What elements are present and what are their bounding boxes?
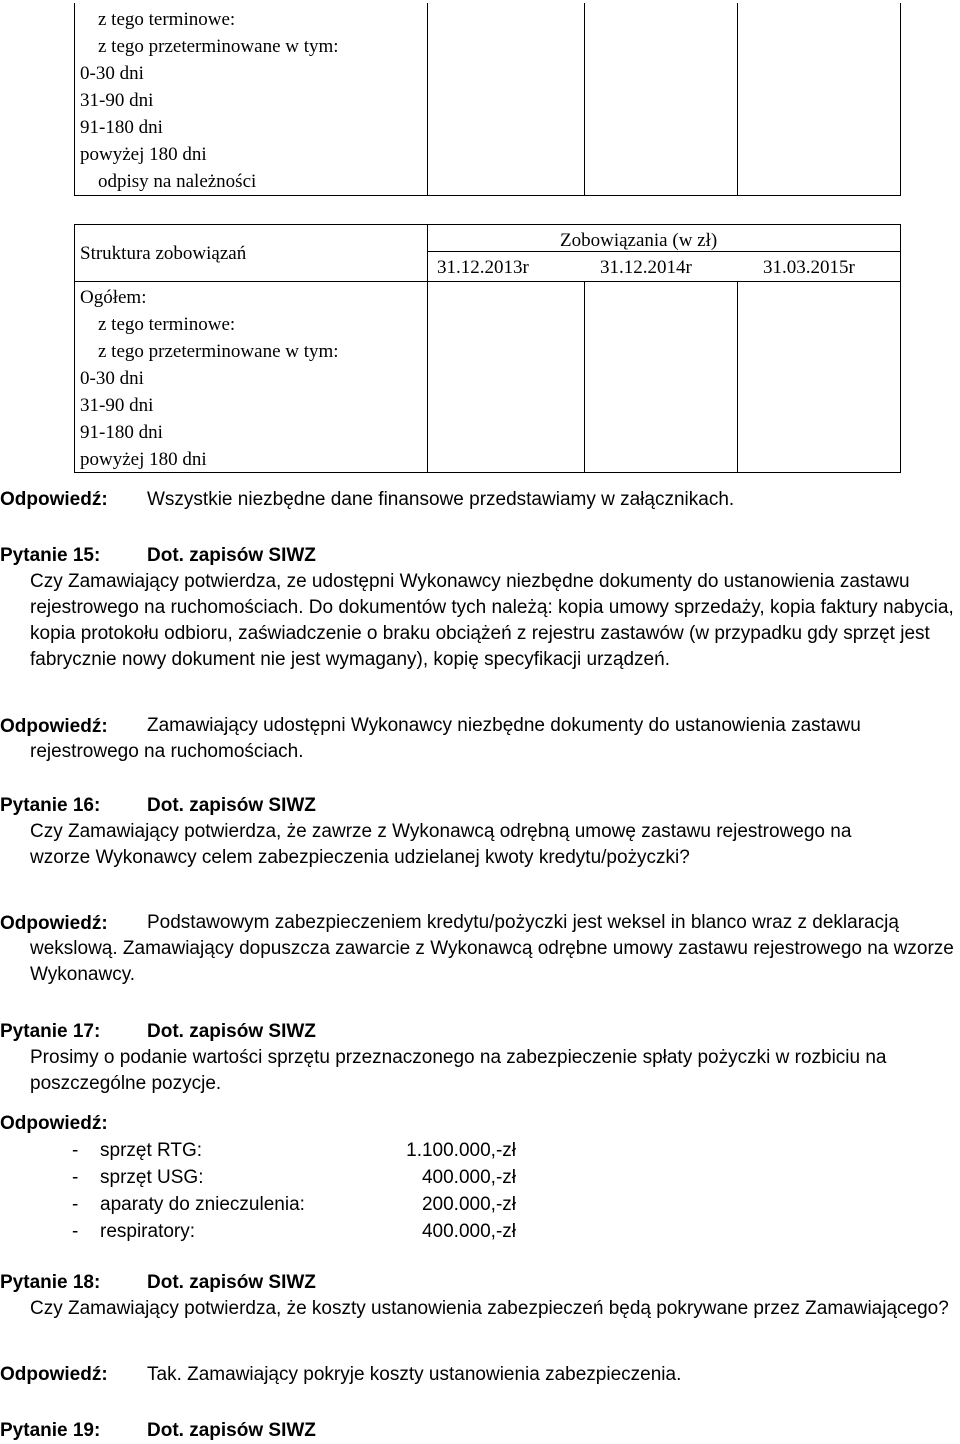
question-text: Czy Zamawiający potwierdza, że zawrze z Wykonawcą odrębną umowę zastawu rejestrowego na wzorze Wykonawcy celem zabezpieczenia udzielanej kwoty kredytu/pożyczki? [30,821,852,868]
question-label: Pytanie 16: [0,795,101,816]
answer-label: Odpowiedź: [0,1113,108,1134]
table-row-label: 0-30 dni [80,63,144,84]
list-item-name: sprzęt RTG: [100,1140,203,1161]
table-header-date: 31.12.2013r [437,257,529,278]
answer-text: Tak. Zamawiający pokryje koszty ustanowienia zabezpieczenia. [147,1364,682,1385]
table-row-label: z tego terminowe: [98,9,236,30]
table-row-label: powyżej 180 dni [80,449,207,470]
question-text: Prosimy o podanie wartości sprzętu przeznaczonego na zabezpieczenie spłaty pożyczki w rozbiciu na poszczególne pozycje. [30,1047,887,1094]
list-item-name: respiratory: [100,1221,196,1242]
answer-text: Zamawiający udostępni Wykonawcy niezbędne dokumenty do ustanowienia zastawu rejestrowego na ruchomościach. [30,715,861,762]
table-row-label: 31-90 dni [80,90,154,111]
list-bullet: - [72,1221,79,1242]
list-item-value: 400.000,-zł [421,1221,516,1242]
table-row-label: 91-180 dni [80,422,163,443]
table-header-structure: Struktura zobowiązań [80,243,247,264]
table-row-label: z tego przeterminowane w tym: [98,341,339,362]
list-bullet: - [72,1167,79,1188]
table-row-label: z tego przeterminowane w tym: [98,36,339,57]
question-label: Pytanie 18: [0,1272,101,1293]
answer-label: Odpowiedź: [0,913,108,934]
table-row-label: 31-90 dni [80,395,154,416]
list-bullet: - [72,1194,79,1215]
list-item-name: sprzęt USG: [100,1167,204,1188]
table-row-label: 0-30 dni [80,368,144,389]
answer-label: Odpowiedź: [0,1364,108,1385]
table-header-date: 31.03.2015r [763,257,855,278]
question-reference: Dot. zapisów SIWZ [147,1272,316,1293]
table-row-label: Ogółem: [80,287,147,308]
answer-label: Odpowiedź: [0,716,108,737]
question-text: Czy Zamawiający potwierdza, ze udostępni Wykonawcy niezbędne dokumenty do ustanowienia zastawu rejestrowego na ruchomościach. Do dokumentów tych należą: kopia umowy sprzedaży, kopia faktury nabycia, kopia protokołu odbioru, zaświadczenie o braku obciążeń z rejestru zastawów (w przypadku gdy sprzęt jest fabrycznie nowy dokument nie jest wymagany), kopię specyfikacji urządzeń. [30,571,954,670]
list-bullet: - [72,1140,79,1161]
question-reference: Dot. zapisów SIWZ [147,1420,316,1441]
table-row-label: 91-180 dni [80,117,163,138]
table-row-label: z tego terminowe: [98,314,236,335]
table-header-liabilities: Zobowiązania (w zł) [560,230,718,251]
question-label: Pytanie 17: [0,1021,101,1042]
answer-label: Odpowiedź: [0,489,108,510]
question-reference: Dot. zapisów SIWZ [147,1021,316,1042]
table-header-date: 31.12.2014r [600,257,692,278]
answer-text: Podstawowym zabezpieczeniem kredytu/pożyczki jest weksel in blanco wraz z deklaracją wekslową. Zamawiający dopuszcza zawarcie z Wykonawcą odrębne umowy zastawu rejestrowego na wzorze Wykonawcy. [30,912,954,985]
question-reference: Dot. zapisów SIWZ [147,795,316,816]
table-row-label: odpisy na należności [98,171,257,192]
question-reference: Dot. zapisów SIWZ [147,545,316,566]
list-item-value: 200.000,-zł [421,1194,516,1215]
question-label: Pytanie 15: [0,545,101,566]
list-item-value: 1.100.000,-zł [406,1140,516,1161]
list-item-value: 400.000,-zł [421,1167,516,1188]
table-row-label: powyżej 180 dni [80,144,207,165]
answer-text: Wszystkie niezbędne dane finansowe przedstawiamy w załącznikach. [147,489,735,510]
list-item-name: aparaty do znieczulenia: [100,1194,305,1215]
question-text: Czy Zamawiający potwierdza, że koszty ustanowienia zabezpieczeń będą pokrywane przez Zamawiającego? [30,1298,949,1319]
question-label: Pytanie 19: [0,1420,101,1441]
